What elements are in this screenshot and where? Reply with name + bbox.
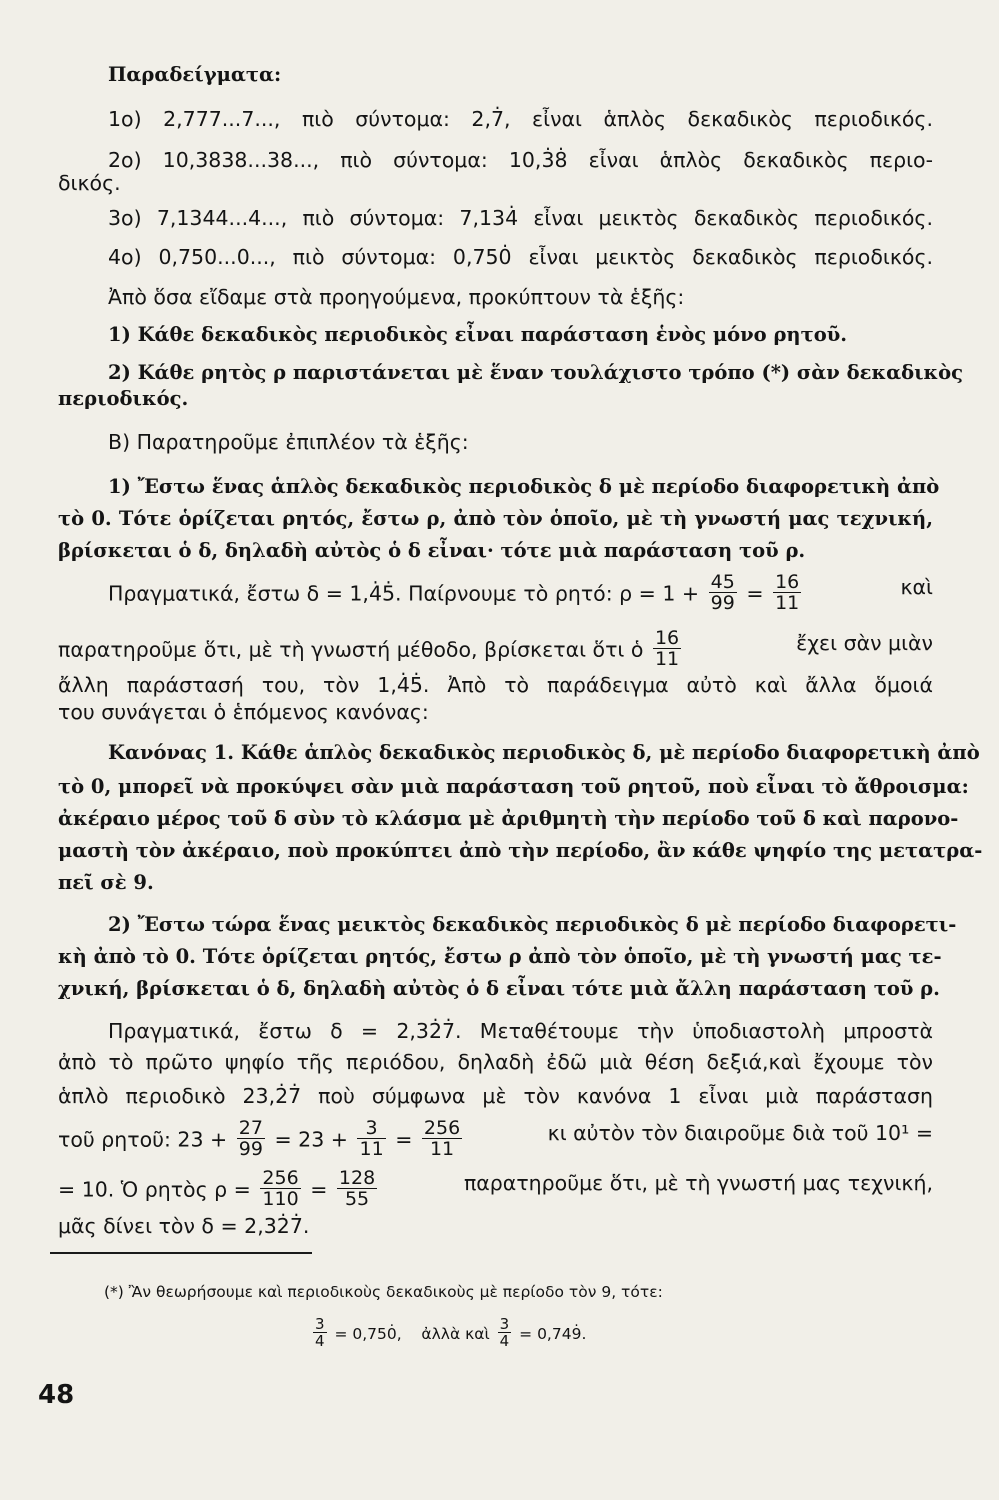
denominator: 99: [710, 592, 735, 614]
fraction-256-110: [260, 1168, 300, 1209]
denominator: 11: [359, 1138, 384, 1160]
proof-2-text-e-post: παρατηροῦμε ὅτι, μὲ τὴ γνωστή μας τεχνική,: [463, 1171, 933, 1195]
claim-1-line-3: βρίσκεται ὁ δ, δηλαδὴ αὐτὸς ὁ δ εἶναι· τότε μιὰ παράσταση τοῦ ρ.: [58, 539, 806, 562]
numerator: 3: [499, 1315, 510, 1333]
claim-1-line-1: 1) Ἔστω ἕνας ἁπλὸς δεκαδικὸς περιοδικὸς δ μὲ περίοδο διαφορετικὴ ἀπὸ: [108, 475, 940, 498]
denominator: 4: [315, 1332, 325, 1350]
claim-2-line-1: 2) Ἔστω τώρα ἕνας μεικτὸς δεκαδικὸς περιοδικὸς δ μὲ περίοδο διαφορετι-: [108, 913, 957, 936]
fraction-16-11-b: [653, 628, 681, 669]
fact-2-continued: περιοδικός.: [58, 387, 189, 410]
footnote-result-2: = 0,749̇.: [519, 1325, 587, 1343]
proof-1-line-2: [58, 627, 933, 671]
numerator: 45: [710, 571, 735, 593]
footnote-formula: [310, 1315, 587, 1351]
example-2-continued: δικός.: [58, 171, 121, 195]
fraction-128-55: [337, 1168, 377, 1209]
fraction-27-99: [237, 1118, 265, 1159]
rule-1-line-5: πεῖ σὲ 9.: [58, 871, 154, 894]
proof-2-line-4: [58, 1117, 933, 1161]
proof-2-text-e-pre: = 10. Ὁ ρητὸς ρ =: [58, 1177, 251, 1202]
example-2: 2ο) 10,3838...38..., πιὸ σύντομα: 10,3̇8̇ εἶναι ἁπλὸς δεκαδικὸς περιο-: [108, 148, 933, 172]
equals-sign: =: [310, 1177, 328, 1202]
claim-1-line-2: τὸ 0. Τότε ὁρίζεται ρητός, ἔστω ρ, ἀπὸ τὸν ὁποῖο, μὲ τὴ γνωστή μας τεχνική,: [58, 507, 933, 530]
page-number: 48: [38, 1380, 75, 1410]
proof-2-line-5: [58, 1167, 933, 1211]
numerator: 128: [338, 1167, 376, 1189]
footnote-but-also: ἀλλὰ καὶ: [421, 1325, 490, 1343]
numerator: 3: [315, 1315, 325, 1333]
equals-sign: =: [395, 1127, 413, 1152]
claim-2-line-2: κὴ ἀπὸ τὸ 0. Τότε ὁρίζεται ρητός, ἔστω ρ ἀπὸ τὸν ὁποῖο, μὲ τὴ γνωστή μας τε-: [58, 945, 942, 968]
claim-2-line-3: χνική, βρίσκεται ὁ δ, δηλαδὴ αὐτὸς ὁ δ εἶναι τότε μιὰ ἄλλη παράσταση τοῦ ρ.: [58, 977, 940, 1000]
proof-1-text-c: ἔχει σὰν μιὰν: [796, 631, 933, 655]
numerator: 256: [262, 1167, 299, 1189]
fraction-3-4-b: [498, 1316, 512, 1349]
equals-sign: =: [746, 581, 764, 606]
fraction-3-11: [357, 1118, 385, 1159]
examples-heading: Παραδείγματα:: [108, 63, 282, 86]
and-word: καὶ: [900, 575, 933, 599]
proof-2-text-d-post: κι αὐτὸν τὸν διαιροῦμε διὰ τοῦ 10¹ =: [547, 1121, 933, 1145]
fact-2: 2) Κάθε ρητὸς ρ παριστάνεται μὲ ἕναν τουλάχιστο τρόπο (*) σὰν δεκαδικὸς: [108, 361, 964, 384]
proof-1-line-4: του συνάγεται ὁ ἑπόμενος κανόνας:: [58, 700, 429, 724]
example-4: 4ο) 0,750...0..., πιὸ σύντομα: 0,750̇ εἶναι μεικτὸς δεκαδικὸς περιοδικός.: [108, 245, 933, 269]
section-b-heading: Β) Παρατηροῦμε ἐπιπλέον τὰ ἑξῆς:: [108, 430, 469, 454]
proof-2-line-6: μᾶς δίνει τὸν δ = 2,32̇7̇.: [58, 1214, 310, 1238]
proof-2-line-3: ἁπλὸ περιοδικὸ 23,2̇7̇ ποὺ σύμφωνα μὲ τὸν κανόνα 1 εἶναι μιὰ παράσταση: [58, 1084, 933, 1108]
numerator: 16: [775, 571, 800, 593]
numerator: 27: [238, 1117, 263, 1139]
numerator: 256: [423, 1117, 461, 1139]
denominator: 99: [238, 1138, 263, 1160]
proof-2-text-d-pre: τοῦ ρητοῦ: 23 +: [58, 1127, 228, 1152]
denominator: 11: [775, 592, 800, 614]
denominator: 110: [262, 1188, 299, 1210]
rule-1-line-4: μαστὴ τὸν ἀκέραιο, ποὺ προκύπτει ἀπὸ τὴν περίοδο, ἂν κάθε ψηφίο της μετατρα-: [58, 839, 983, 862]
proof-2-text-mid: = 23 +: [274, 1127, 348, 1152]
rule-1-line-3: ἀκέραιο μέρος τοῦ δ σὺν τὸ κλάσμα μὲ ἀριθμητὴ τὴν περίοδο τοῦ δ καὶ παρονο-: [58, 807, 959, 830]
footnote-divider: [50, 1252, 312, 1254]
denominator: 11: [654, 648, 680, 670]
footnote-result-1: = 0,750̇,: [334, 1325, 402, 1343]
fraction-3-4: [313, 1316, 327, 1349]
denominator: 55: [344, 1188, 370, 1210]
numerator: 16: [654, 627, 680, 649]
rule-1-line-2: τὸ 0, μπορεῖ νὰ προκύψει σὰν μιὰ παράσταση τοῦ ρητοῦ, ποὺ εἶναι τὸ ἄθροισμα:: [58, 775, 969, 798]
fraction-45-99: [709, 572, 737, 613]
proof-1-text-b: παρατηροῦμε ὅτι, μὲ τὴ γνωστή μέθοδο, βρίσκεται ὅτι ὁ: [58, 637, 644, 662]
denominator: 4: [499, 1332, 510, 1350]
numerator: 3: [357, 1118, 385, 1139]
proof-1-line-1: [108, 571, 933, 615]
proof-2-line-2: ἀπὸ τὸ πρῶτο ψηφίο τῆς περιόδου, δηλαδὴ ἐδῶ μιὰ θέση δεξιά,καὶ ἔχουμε τὸν: [58, 1050, 933, 1074]
fraction-16-11: [773, 572, 801, 613]
example-1: 1ο) 2,777...7..., πιὸ σύντομα: 2,7̇, εἶναι ἁπλὸς δεκαδικὸς περιοδικός.: [108, 107, 933, 131]
rule-1-line-1: Κανόνας 1. Κάθε ἁπλὸς δεκαδικὸς περιοδικὸς δ, μὲ περίοδο διαφορετικὴ ἀπὸ: [108, 741, 980, 764]
fact-1: 1) Κάθε δεκαδικὸς περιοδικὸς εἶναι παράσταση ἑνὸς μόνο ρητοῦ.: [108, 323, 848, 346]
fraction-256-11: [422, 1118, 462, 1159]
proof-2-line-1: Πραγματικά, ἔστω δ = 2,32̇7̇. Μεταθέτουμε τὴν ὑποδιαστολὴ μπροστὰ: [108, 1019, 933, 1043]
example-3: 3ο) 7,1344...4..., πιὸ σύντομα: 7,134̇ εἶναι μεικτὸς δεκαδικὸς περιοδικός.: [108, 206, 933, 230]
proof-1-line-3: ἄλλη παράστασή του, τὸν 1,4̇5̇. Ἀπὸ τὸ παράδειγμα αὐτὸ καὶ ἄλλα ὅμοιά: [58, 673, 933, 697]
footnote-text: (*) Ἂν θεωρήσουμε καὶ περιοδικοὺς δεκαδικοὺς μὲ περίοδο τὸν 9, τότε:: [104, 1283, 663, 1301]
denominator: 11: [429, 1138, 455, 1160]
proof-1-text-a: Πραγματικά, ἔστω δ = 1,4̇5̇. Παίρνουμε τὸ ρητό: ρ = 1 +: [108, 581, 700, 606]
intro-text: Ἀπὸ ὅσα εἴδαμε στὰ προηγούμενα, προκύπτουν τὰ ἑξῆς:: [108, 285, 685, 309]
